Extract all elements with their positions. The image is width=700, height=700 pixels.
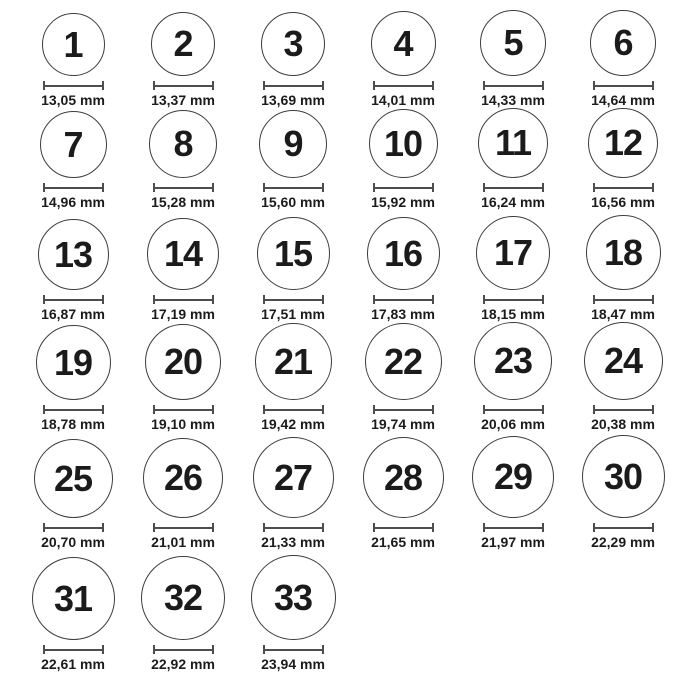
ring-size-item xyxy=(128,322,238,432)
ring-size-item xyxy=(128,0,238,108)
measure-line xyxy=(593,299,654,301)
measurement-bracket-icon xyxy=(153,523,214,532)
ring-number: 9 xyxy=(283,123,303,164)
measure-tick xyxy=(322,183,324,192)
measurement-bracket-icon xyxy=(153,645,214,654)
measure-tick xyxy=(102,645,104,654)
measurement-bracket-icon xyxy=(263,523,324,532)
measure-line xyxy=(593,85,654,87)
measure-tick xyxy=(102,183,104,192)
measurement-bracket-icon xyxy=(263,405,324,414)
ring-row xyxy=(18,210,700,322)
measure-line xyxy=(153,85,214,87)
ring-diameter-label: 22,61 mm xyxy=(41,656,105,672)
ring-diameter-label: 19,42 mm xyxy=(261,416,325,432)
ring-diameter-label: 21,01 mm xyxy=(151,534,215,550)
ring-circle xyxy=(369,109,438,178)
ring-diameter-label: 18,15 mm xyxy=(481,306,545,322)
measurement-bracket-icon xyxy=(483,523,544,532)
ring-size-item xyxy=(458,108,568,210)
measure-tick xyxy=(212,405,214,414)
measure-tick xyxy=(652,523,654,532)
ring-number: 5 xyxy=(503,22,523,63)
ring-diameter-label: 21,65 mm xyxy=(371,534,435,550)
ring-circle xyxy=(478,108,548,178)
measure-line xyxy=(373,527,434,529)
measure-line xyxy=(483,299,544,301)
measurement-bracket-icon xyxy=(373,81,434,90)
measurement-bracket-icon xyxy=(593,81,654,90)
ring-number: 8 xyxy=(173,123,193,164)
ring-diameter-label: 18,78 mm xyxy=(41,416,105,432)
measure-line xyxy=(483,527,544,529)
ring-size-item xyxy=(128,108,238,210)
measure-line xyxy=(263,187,324,189)
ring-circle xyxy=(149,110,217,178)
ring-number: 27 xyxy=(273,456,313,498)
measurement-bracket-icon xyxy=(43,523,104,532)
measure-tick xyxy=(212,81,214,90)
measure-tick xyxy=(432,81,434,90)
ring-diameter-label: 16,87 mm xyxy=(41,306,105,322)
ring-number: 15 xyxy=(273,232,313,274)
ring-circle xyxy=(36,325,111,400)
measure-line xyxy=(373,299,434,301)
measurement-bracket-icon xyxy=(263,645,324,654)
measurement-bracket-icon xyxy=(43,405,104,414)
ring-number: 29 xyxy=(493,456,533,497)
measure-line xyxy=(263,527,324,529)
measure-line xyxy=(263,299,324,301)
measure-tick xyxy=(322,295,324,304)
measure-line xyxy=(43,299,104,301)
measure-line xyxy=(373,85,434,87)
ring-diameter-label: 14,64 mm xyxy=(591,92,655,108)
measurement-bracket-icon xyxy=(153,295,214,304)
ring-diameter-label: 20,06 mm xyxy=(481,416,545,432)
ring-size-item xyxy=(18,322,128,432)
ring-size-item xyxy=(458,432,568,550)
measure-line xyxy=(43,649,104,651)
measure-tick xyxy=(652,405,654,414)
ring-diameter-label: 21,97 mm xyxy=(481,534,545,550)
ring-circle xyxy=(141,556,225,640)
ring-number: 12 xyxy=(603,122,643,163)
measure-tick xyxy=(542,81,544,90)
measurement-bracket-icon xyxy=(43,81,104,90)
ring-row xyxy=(18,432,700,550)
ring-number: 20 xyxy=(163,341,203,382)
ring-number: 21 xyxy=(273,340,313,382)
ring-number: 14 xyxy=(163,233,203,274)
measurement-bracket-icon xyxy=(483,405,544,414)
measurement-bracket-icon xyxy=(263,295,324,304)
ring-circle xyxy=(147,218,219,290)
measure-line xyxy=(373,187,434,189)
measure-tick xyxy=(652,295,654,304)
ring-number: 24 xyxy=(603,340,643,382)
ring-circle xyxy=(365,323,442,400)
ring-size-item xyxy=(18,0,128,108)
ring-size-item xyxy=(18,550,128,672)
ring-diameter-label: 16,56 mm xyxy=(591,194,655,210)
measurement-bracket-icon xyxy=(593,183,654,192)
ring-circle xyxy=(40,111,107,178)
ring-circle xyxy=(582,435,665,518)
measure-line xyxy=(593,187,654,189)
ring-size-item xyxy=(238,550,348,672)
measure-tick xyxy=(542,295,544,304)
ring-diameter-label: 16,24 mm xyxy=(481,194,545,210)
ring-diameter-label: 22,92 mm xyxy=(151,656,215,672)
ring-circle xyxy=(255,323,332,400)
ring-diameter-label: 15,28 mm xyxy=(151,194,215,210)
ring-circle xyxy=(259,110,327,178)
ring-circle xyxy=(584,322,663,400)
ring-diameter-label: 13,69 mm xyxy=(261,92,325,108)
measure-line xyxy=(153,299,214,301)
measure-line xyxy=(593,527,654,529)
ring-circle xyxy=(143,438,223,518)
ring-row xyxy=(18,550,700,672)
measure-line xyxy=(593,409,654,411)
measure-tick xyxy=(432,405,434,414)
measurement-bracket-icon xyxy=(593,295,654,304)
ring-diameter-label: 21,33 mm xyxy=(261,534,325,550)
ring-circle xyxy=(476,216,550,290)
measurement-bracket-icon xyxy=(483,295,544,304)
measurement-bracket-icon xyxy=(43,295,104,304)
ring-number: 10 xyxy=(383,122,423,164)
measure-tick xyxy=(542,405,544,414)
measure-tick xyxy=(212,645,214,654)
ring-size-item xyxy=(18,210,128,322)
ring-diameter-label: 19,10 mm xyxy=(151,416,215,432)
ring-circle xyxy=(253,437,334,518)
measure-tick xyxy=(322,405,324,414)
ring-circle xyxy=(32,557,115,640)
ring-size-item xyxy=(348,210,458,322)
ring-size-item xyxy=(128,550,238,672)
measurement-bracket-icon xyxy=(593,405,654,414)
ring-diameter-label: 17,19 mm xyxy=(151,306,215,322)
ring-diameter-label: 13,05 mm xyxy=(41,92,105,108)
ring-circle xyxy=(145,324,221,400)
measure-tick xyxy=(102,523,104,532)
measure-line xyxy=(153,187,214,189)
measurement-bracket-icon xyxy=(263,81,324,90)
ring-number: 22 xyxy=(383,340,423,382)
measurement-bracket-icon xyxy=(373,295,434,304)
measure-tick xyxy=(212,183,214,192)
ring-number: 6 xyxy=(613,22,633,63)
ring-size-item xyxy=(568,0,678,108)
measure-line xyxy=(483,187,544,189)
ring-number: 28 xyxy=(383,456,423,498)
ring-diameter-label: 17,51 mm xyxy=(261,306,325,322)
ring-diameter-label: 22,29 mm xyxy=(591,534,655,550)
ring-size-item xyxy=(568,322,678,432)
ring-diameter-label: 14,96 mm xyxy=(41,194,105,210)
measure-line xyxy=(263,649,324,651)
measure-tick xyxy=(652,183,654,192)
ring-diameter-label: 20,70 mm xyxy=(41,534,105,550)
measure-line xyxy=(43,187,104,189)
ring-circle xyxy=(251,555,336,640)
ring-size-item xyxy=(458,210,568,322)
measure-tick xyxy=(102,405,104,414)
ring-number: 1 xyxy=(63,23,83,65)
ring-number: 26 xyxy=(163,457,203,498)
ring-circle xyxy=(371,11,436,76)
ring-circle xyxy=(42,13,105,76)
measure-line xyxy=(153,649,214,651)
measure-line xyxy=(263,85,324,87)
ring-circle xyxy=(588,108,658,178)
ring-diameter-label: 15,60 mm xyxy=(261,194,325,210)
ring-number: 11 xyxy=(494,122,532,163)
ring-number: 31 xyxy=(53,577,93,619)
ring-number: 32 xyxy=(163,577,203,618)
measurement-bracket-icon xyxy=(593,523,654,532)
ring-circle xyxy=(363,437,444,518)
ring-number: 30 xyxy=(603,455,643,497)
ring-diameter-label: 19,74 mm xyxy=(371,416,435,432)
ring-number: 13 xyxy=(53,233,93,275)
measurement-bracket-icon xyxy=(483,81,544,90)
measurement-bracket-icon xyxy=(373,523,434,532)
measure-line xyxy=(153,527,214,529)
ring-circle xyxy=(474,322,552,400)
ring-number: 18 xyxy=(603,231,643,273)
ring-size-item xyxy=(568,210,678,322)
measurement-bracket-icon xyxy=(373,183,434,192)
measure-line xyxy=(153,409,214,411)
measure-line xyxy=(263,409,324,411)
measure-tick xyxy=(432,183,434,192)
measurement-bracket-icon xyxy=(153,81,214,90)
measurement-bracket-icon xyxy=(153,183,214,192)
ring-size-item xyxy=(348,108,458,210)
measure-tick xyxy=(322,81,324,90)
ring-size-item xyxy=(18,108,128,210)
measure-tick xyxy=(212,523,214,532)
ring-size-item xyxy=(568,108,678,210)
ring-circle xyxy=(590,10,656,76)
ring-size-item xyxy=(458,0,568,108)
measure-tick xyxy=(432,523,434,532)
ring-size-item xyxy=(348,0,458,108)
ring-number: 23 xyxy=(493,340,533,381)
measure-tick xyxy=(322,523,324,532)
ring-diameter-label: 15,92 mm xyxy=(371,194,435,210)
ring-row xyxy=(18,322,700,432)
measurement-bracket-icon xyxy=(373,405,434,414)
ring-size-item xyxy=(348,322,458,432)
ring-size-item xyxy=(348,432,458,550)
ring-circle xyxy=(261,12,325,76)
ring-diameter-label: 23,94 mm xyxy=(261,656,325,672)
ring-diameter-label: 14,01 mm xyxy=(371,92,435,108)
ring-diameter-label: 14,33 mm xyxy=(481,92,545,108)
ring-size-item xyxy=(238,0,348,108)
measurement-bracket-icon xyxy=(263,183,324,192)
measure-line xyxy=(43,409,104,411)
ring-circle xyxy=(480,10,546,76)
ring-number: 19 xyxy=(53,341,93,383)
ring-number: 33 xyxy=(273,576,313,618)
measure-line xyxy=(43,85,104,87)
measure-tick xyxy=(212,295,214,304)
ring-size-item xyxy=(568,432,678,550)
measure-line xyxy=(483,85,544,87)
ring-size-item xyxy=(458,322,568,432)
measurement-bracket-icon xyxy=(43,183,104,192)
ring-row xyxy=(18,0,700,108)
ring-number: 3 xyxy=(283,23,303,64)
ring-circle xyxy=(367,217,440,290)
measure-tick xyxy=(322,645,324,654)
ring-row xyxy=(18,108,700,210)
ring-diameter-label: 20,38 mm xyxy=(591,416,655,432)
measure-tick xyxy=(102,81,104,90)
ring-circle xyxy=(586,215,661,290)
ring-circle xyxy=(472,436,554,518)
ring-size-item xyxy=(128,210,238,322)
ring-number: 7 xyxy=(63,123,83,165)
measurement-bracket-icon xyxy=(43,645,104,654)
ring-diameter-label: 18,47 mm xyxy=(591,306,655,322)
ring-circle xyxy=(34,439,113,518)
ring-number: 2 xyxy=(173,23,193,64)
measure-tick xyxy=(102,295,104,304)
ring-number: 17 xyxy=(493,232,533,273)
ring-diameter-label: 13,37 mm xyxy=(151,92,215,108)
measure-tick xyxy=(652,81,654,90)
ring-size-item xyxy=(238,322,348,432)
ring-size-item xyxy=(238,432,348,550)
ring-size-item xyxy=(18,432,128,550)
measure-tick xyxy=(542,183,544,192)
measurement-bracket-icon xyxy=(483,183,544,192)
measure-tick xyxy=(432,295,434,304)
measure-tick xyxy=(542,523,544,532)
ring-size-item xyxy=(238,108,348,210)
ring-number: 25 xyxy=(53,457,93,499)
measure-line xyxy=(43,527,104,529)
ring-size-item xyxy=(238,210,348,322)
ring-size-item xyxy=(128,432,238,550)
ring-circle xyxy=(151,12,215,76)
ring-number: 4 xyxy=(393,22,413,64)
measurement-bracket-icon xyxy=(153,405,214,414)
measure-line xyxy=(373,409,434,411)
ring-circle xyxy=(38,219,109,290)
ring-diameter-label: 17,83 mm xyxy=(371,306,435,322)
measure-line xyxy=(483,409,544,411)
ring-number: 16 xyxy=(383,232,423,274)
ring-circle xyxy=(257,217,330,290)
